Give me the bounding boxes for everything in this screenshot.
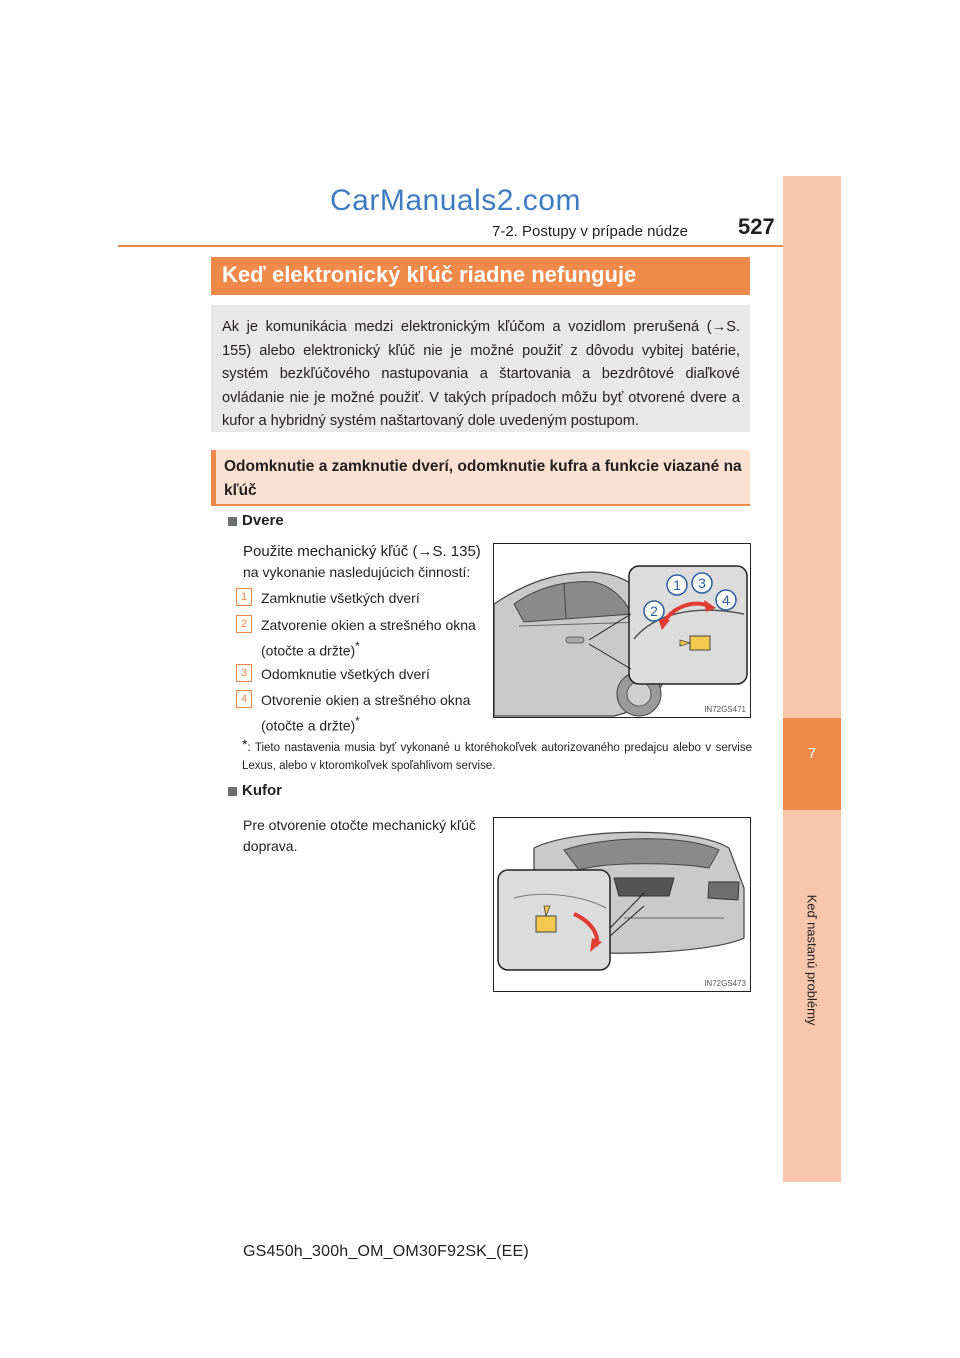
item-1-text: Zamknutie všetkých dverí bbox=[261, 590, 420, 606]
subsection-accent bbox=[211, 450, 216, 505]
trunk-heading: Kufor bbox=[242, 782, 282, 799]
item-number-4: 4 bbox=[236, 690, 252, 708]
trunk-car-drawing bbox=[494, 818, 750, 991]
item-4-text: Otvorenie okien a strešného okna bbox=[261, 692, 471, 708]
item-number-3: 3 bbox=[236, 664, 252, 682]
intro-text: Ak je komunikácia medzi elektronickým kľúčom a vozidlom prerušená (→S. 155) alebo elektronický kľúč nie je možné použiť z dôvodu vybitej batérie, systém bezkľúčového nastupovania a štartovania a bezdrôtové diaľkové ovládanie nie je možné použiť. V takých prípadoch môžu byť otvorené dvere a kufor a hybridný systém naštartovaný dole uvedeným postupom. bbox=[222, 319, 740, 429]
side-tab-strip bbox=[783, 176, 841, 1182]
item-2-text: Zatvorenie okien a strešného okna bbox=[261, 617, 476, 633]
subsection-title: Odomknutie a zamknutie dverí, odomknutie kufra a funkcie viazané na kľúč bbox=[224, 458, 742, 499]
item-number-1: 1 bbox=[236, 588, 252, 606]
trunk-illustration bbox=[493, 817, 751, 992]
footnote: *: Tieto nastavenia musia byť vykonané u ktoréhokoľvek autorizovaného predajcu alebo v servise Lexus, alebo v ktoromkoľvek spoľahlivom servise. bbox=[242, 736, 752, 772]
side-chapter-label: Keď nastanú problémy bbox=[804, 894, 820, 1026]
doors-intro-line2: na vykonanie nasledujúcich činností: bbox=[243, 564, 471, 580]
svg-text:3: 3 bbox=[698, 575, 706, 591]
footer-model-code: GS450h_300h_OM_OM30F92SK_(EE) bbox=[243, 1243, 529, 1260]
trunk-figure-code: IN72GS473 bbox=[704, 979, 746, 988]
svg-text:1: 1 bbox=[673, 577, 681, 593]
svg-text:4: 4 bbox=[722, 592, 730, 608]
item-number-2: 2 bbox=[236, 615, 252, 633]
doors-intro-line1: Použite mechanický kľúč (→S. 135) bbox=[243, 543, 481, 560]
item-2-text-line2: (otočte a držte)* bbox=[261, 640, 360, 659]
side-chapter-box bbox=[783, 718, 841, 810]
side-chapter-number: 7 bbox=[807, 745, 817, 762]
page-number: 527 bbox=[738, 214, 775, 239]
doors-heading-bullet bbox=[228, 517, 237, 526]
trunk-text-line1: Pre otvorenie otočte mechanický kľúč bbox=[243, 817, 476, 833]
item-4-text-line2: (otočte a držte)* bbox=[261, 715, 360, 734]
subsection-rule bbox=[211, 504, 750, 506]
header-rule bbox=[118, 245, 783, 247]
item-3-text: Odomknutie všetkých dverí bbox=[261, 666, 430, 682]
door-car-drawing bbox=[494, 544, 750, 717]
header-section-title: 7-2. Postupy v prípade núdze bbox=[492, 223, 688, 240]
watermark-link[interactable]: CarManuals2.com bbox=[330, 184, 581, 217]
door-illustration bbox=[493, 543, 751, 718]
trunk-text-line2: doprava. bbox=[243, 838, 298, 854]
door-figure-code: IN72GS471 bbox=[704, 705, 746, 714]
trunk-heading-bullet bbox=[228, 787, 237, 796]
section-title: Keď elektronický kľúč riadne nefunguje bbox=[222, 262, 637, 287]
doors-heading: Dvere bbox=[242, 512, 284, 529]
svg-text:2: 2 bbox=[650, 603, 658, 619]
